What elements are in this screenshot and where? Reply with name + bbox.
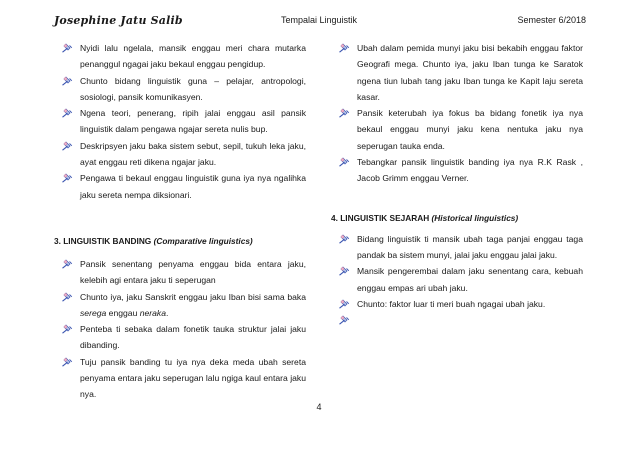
list-item [331,231,583,264]
right-column [331,40,583,328]
section-title-text: 3. LINGUISTIK BANDING [54,235,152,246]
example-word-neraka: neraka [139,307,167,318]
pushpin-icon [61,259,73,269]
pushpin-icon [61,173,73,183]
list-item [54,170,306,203]
semester-label: Semester 6/2018 [517,15,586,25]
list-item-text: Mansik pengerembai dalam jaku senentang cara, kebuah enggau empas ari ubah jaku. [357,266,583,293]
list-item [54,289,306,322]
pushpin-icon [61,141,73,151]
list-item-text: Pansik keterubah iya fokus ba bidang fonetik iya nya bekaul enggau munyi jaku kena nentuka jaku nya seperugan tauka enda. [357,108,583,151]
section-4-list [331,231,583,329]
list-item [331,105,583,154]
list-item-text: Penteba ti sebaka dalam fonetik tauka struktur jalai jaku dibanding. [80,324,306,351]
section-3-list [54,256,306,403]
section-title-english: (Historical linguistics) [431,212,519,223]
pushpin-icon [61,292,73,302]
list-item [331,263,583,296]
list-item [331,154,583,187]
list-item-text: Chunto iya, jaku Sanskrit enggau jaku Iban bisi sama baka [80,291,306,302]
pushpin-icon [61,357,73,367]
pushpin-icon [338,157,350,167]
list-item [54,354,306,403]
list-item [54,73,306,106]
list-item-text: Tuju pansik banding tu iya nya deka meda ubah sereta penyama entara jaku seperugan lalu ngiga kaul entara jaku nya. [80,356,306,400]
list-item [54,105,306,138]
pushpin-icon [338,299,350,309]
list-item-text: Nyidi lalu ngelala, mansik enggau meri chara mutarka penanggul ngagai jaku bekaul enggau pengidup. [80,43,306,70]
pushpin-icon [61,43,73,53]
list-item [54,138,306,171]
section-title-linguistik-banding [54,236,306,246]
section-title-text: 4. LINGUISTIK SEJARAH [331,212,430,223]
pushpin-icon [61,108,73,118]
list-item-text: Bidang linguistik ti mansik ubah taga panjai enggau taga pandak ba sistem munyi, jalai jaku enggau jalai jaku. [357,233,583,260]
pushpin-icon [61,324,73,334]
left-column [54,40,306,403]
list-item-text: Deskripsyen jaku baka sistem sebut, sepil, tukuh leka jaku, ayat enggau reti dikena ngajar jaku. [80,140,306,168]
list-item-text: . [166,307,169,318]
left-list [54,40,306,203]
pushpin-icon [61,76,73,86]
list-item-text: enggau [106,307,140,318]
list-item-text: Chunto bidang linguistik guna – pelajar, antropologi, sosiologi, pansik komunikasyen. [80,75,306,102]
list-item [54,321,306,354]
pushpin-icon [338,266,350,276]
example-word-serega: serega [80,307,107,318]
list-item [54,256,306,289]
list-item [331,312,583,328]
author-name: Josephine Jatu Salib [54,14,183,27]
list-item-text [357,315,359,325]
document-title: Tempalai Linguistik [280,15,358,25]
section-title-linguistik-sejarah [331,213,583,223]
list-item-text: Ubah dalam pemida munyi jaku bisi bekabih enggau faktor Geografi mega. Chunto iya, jaku Iban tunga ke Saratok ngena tiun lubah tang jaku Iban tunga ke Kapit laju sereta kasar. [357,43,583,102]
list-item-text: Pengawa ti bekaul enggau linguistik guna iya nya ngalihka jaku sereta nempa diksionari. [80,173,306,200]
list-item [54,40,306,73]
list-item [331,40,583,105]
section-title-english: (Comparative linguistics) [153,235,253,246]
list-item-text: Ngena teori, penerang, ripih jalai enggau asil pansik linguistik dalam pengawa ngajar sereta nulis bup. [80,108,306,135]
pushpin-icon [338,108,350,118]
pushpin-icon [338,43,350,53]
pushpin-icon [338,315,350,325]
pushpin-icon [338,234,350,244]
list-item [331,296,583,312]
page-header [0,0,638,34]
list-item-text: Chunto: faktor luar ti meri buah ngagai ubah jaku. [357,298,546,309]
list-item-text: Tebangkar pansik linguistik banding iya nya R.K Rask , Jacob Grimm enggau Verner. [357,157,583,184]
page-number: 4 [316,402,322,412]
right-list [331,40,583,187]
list-item-text: Pansik senentang penyama enggau bida entara jaku, kelebih agi entara jaku ti seperugan [80,258,306,286]
